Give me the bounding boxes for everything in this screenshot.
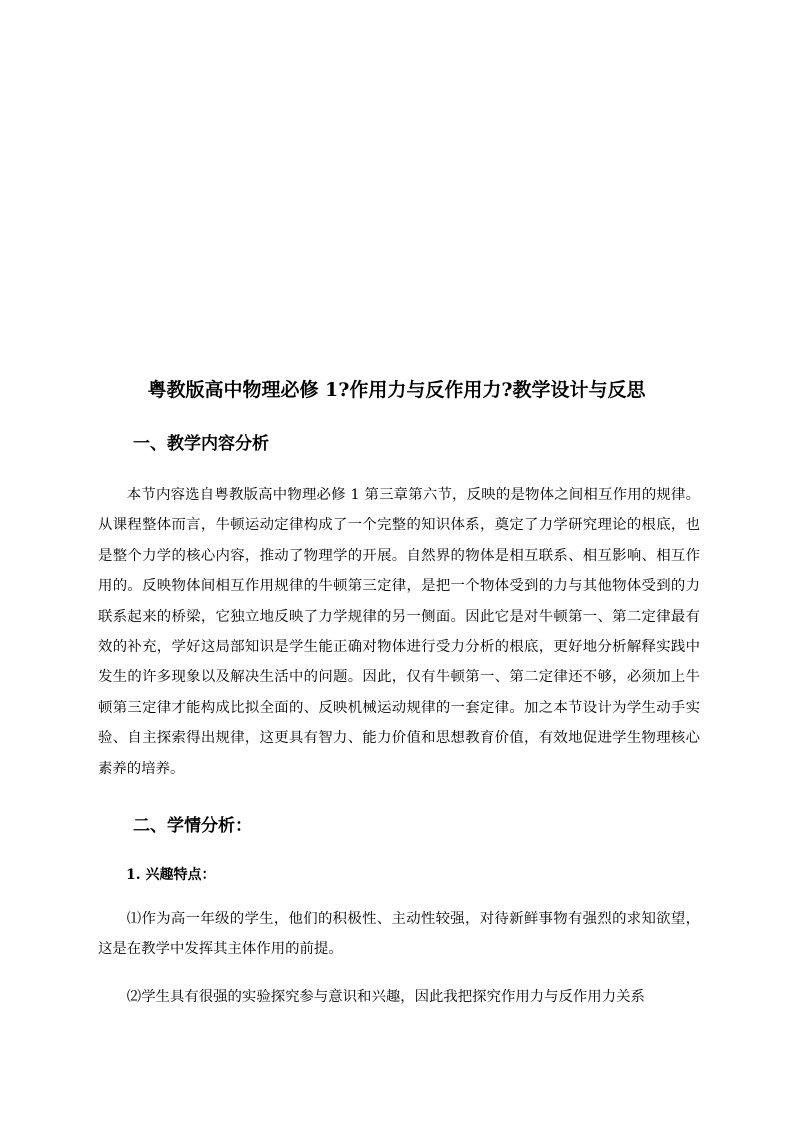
document-title: 粤教版高中物理必修 1?作用力与反作用力?教学设计与反思 (147, 379, 646, 401)
section-heading-student-analysis: 二、学情分析： (133, 816, 252, 836)
list-item-2: ⑵学生具有很强的实验探究参与意识和兴趣，因此我把探究作用力与反作用力关系 (126, 989, 645, 1005)
list-item-1: ⑴作为高一年级的学生，他们的积极性、主动性较强，对待新鲜事物有强烈的求知欲望，这是在教学中发挥其主体作用的前提。 (98, 911, 700, 958)
section1-paragraph: 本节内容选自粤教版高中物理必修 1 第三章第六节，反映的是物体之间相互作用的规律。从课程整体而言，牛顿运动定律构成了一个完整的知识体系，奠定了力学研究理论的根底，也是整个力学的核心内容，推动了物理学的开展。自然界的物体是相互联系、相互影响、相互作用的。反映物体间相互作用规律的牛顿第三定律，是把一个物体受到的力与其他物体受到的力联系起来的桥梁，它独立地反映了力学规律的另一侧面。因此它是对牛顿第一、第二定律最有效的补充，学好这局部知识是学生能正确对物体进行受力分析的根底，更好地分析解释实践中发生的许多现象以及解决生活中的问题。因此，仅有牛顿第一、第二定律还不够，必须加上牛顿第三定律才能构成比拟全面的、反映机械运动规律的一套定律。加之本节设计为学生动手实验、自主探索得出规律，这更具有智力、能力价值和思想教育价值，有效地促进学生物理核心素养的培养。 (98, 487, 700, 777)
subsection-heading-interest: 1. 兴趣特点： (126, 867, 216, 883)
section-heading-teaching-content: 一、教学内容分析 (133, 434, 269, 454)
